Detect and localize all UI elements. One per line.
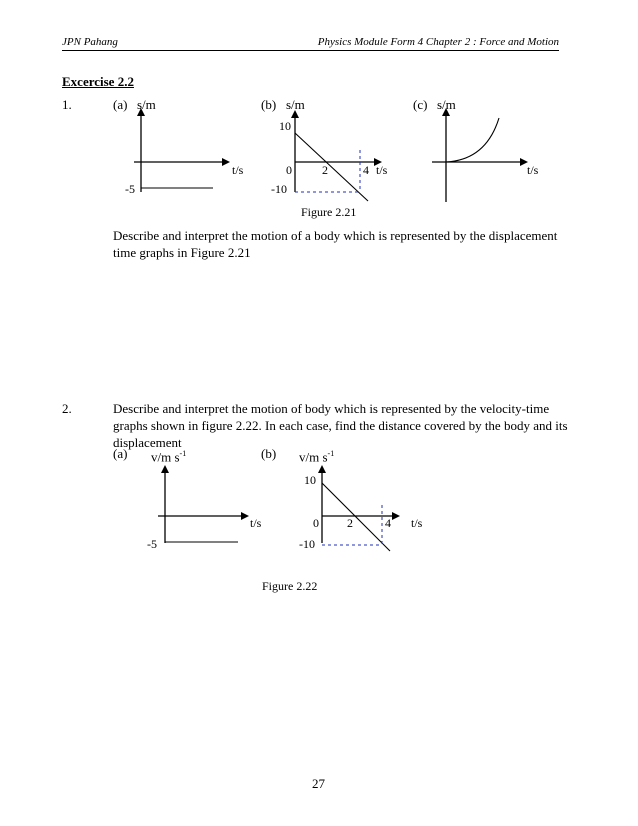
q2-text-line2: graphs shown in figure 2.22. In each case, find the distance covered by the body and its: [113, 418, 568, 433]
page-number: 27: [312, 776, 325, 791]
q2b-tick-neg: -10: [299, 537, 315, 551]
figure-2-22-caption: Figure 2.22: [262, 579, 318, 593]
q1-number: 1.: [62, 97, 72, 112]
q2b-origin: 0: [313, 516, 319, 530]
q2-graph-a-yaxis-text: v/m s: [151, 449, 180, 465]
q1-graph-b-label: (b): [261, 97, 277, 112]
q2b-x-label: t/s: [411, 516, 423, 530]
q1-graph-c-yaxis: s/m: [437, 97, 456, 112]
q1-graph-a-yaxis: s/m: [137, 97, 156, 112]
q1-graph-b-yaxis: s/m: [286, 97, 305, 112]
q2-graph-b-label: (b): [261, 446, 277, 461]
q2b-tick-4: 4: [385, 516, 391, 530]
q1-text-line1: Describe and interpret the motion of a body which is represented by the displacement: [113, 228, 558, 243]
q1-text-line2: time graphs in Figure 2.21: [113, 245, 251, 260]
q2b-data-line: [322, 483, 390, 551]
header-right: Physics Module Form 4 Chapter 2 : Force and Motion: [317, 36, 559, 48]
q1b-x-label: t/s: [376, 163, 388, 177]
q2-graph-a-yaxis-sup: -1: [179, 449, 187, 458]
q1b-tick-4: 4: [363, 163, 369, 177]
q1-graph-c-label: (c): [413, 97, 428, 112]
section-title: Excercise 2.2: [62, 74, 134, 89]
q2-text-line3: displacement: [113, 435, 182, 450]
q1b-origin: 0: [286, 163, 292, 177]
figure-2-21-caption: Figure 2.21: [301, 205, 357, 219]
q2b-tick-pos: 10: [304, 473, 316, 487]
q2b-tick-2: 2: [347, 516, 353, 530]
q2a-tick-neg: -5: [147, 537, 157, 551]
q1b-tick-neg: -10: [271, 182, 287, 196]
q2-graph-b-yaxis-sup: -1: [327, 449, 335, 458]
q1b-tick-2: 2: [322, 163, 328, 177]
q2-number: 2.: [62, 401, 72, 416]
q1b-tick-pos: 10: [279, 119, 291, 133]
q1-graph-a-label: (a): [113, 97, 128, 112]
q2-text-line1: Describe and interpret the motion of body which is represented by the velocity-time: [113, 401, 550, 416]
q1a-tick-neg: -5: [125, 182, 135, 196]
q1c-x-label: t/s: [527, 163, 539, 177]
q2-graph-b-yaxis-text: v/m s: [299, 449, 328, 465]
header-left: JPN Pahang: [62, 36, 118, 48]
q2-graph-a-label: (a): [113, 446, 128, 461]
q1a-x-label: t/s: [232, 163, 244, 177]
q2a-x-label: t/s: [250, 516, 262, 530]
